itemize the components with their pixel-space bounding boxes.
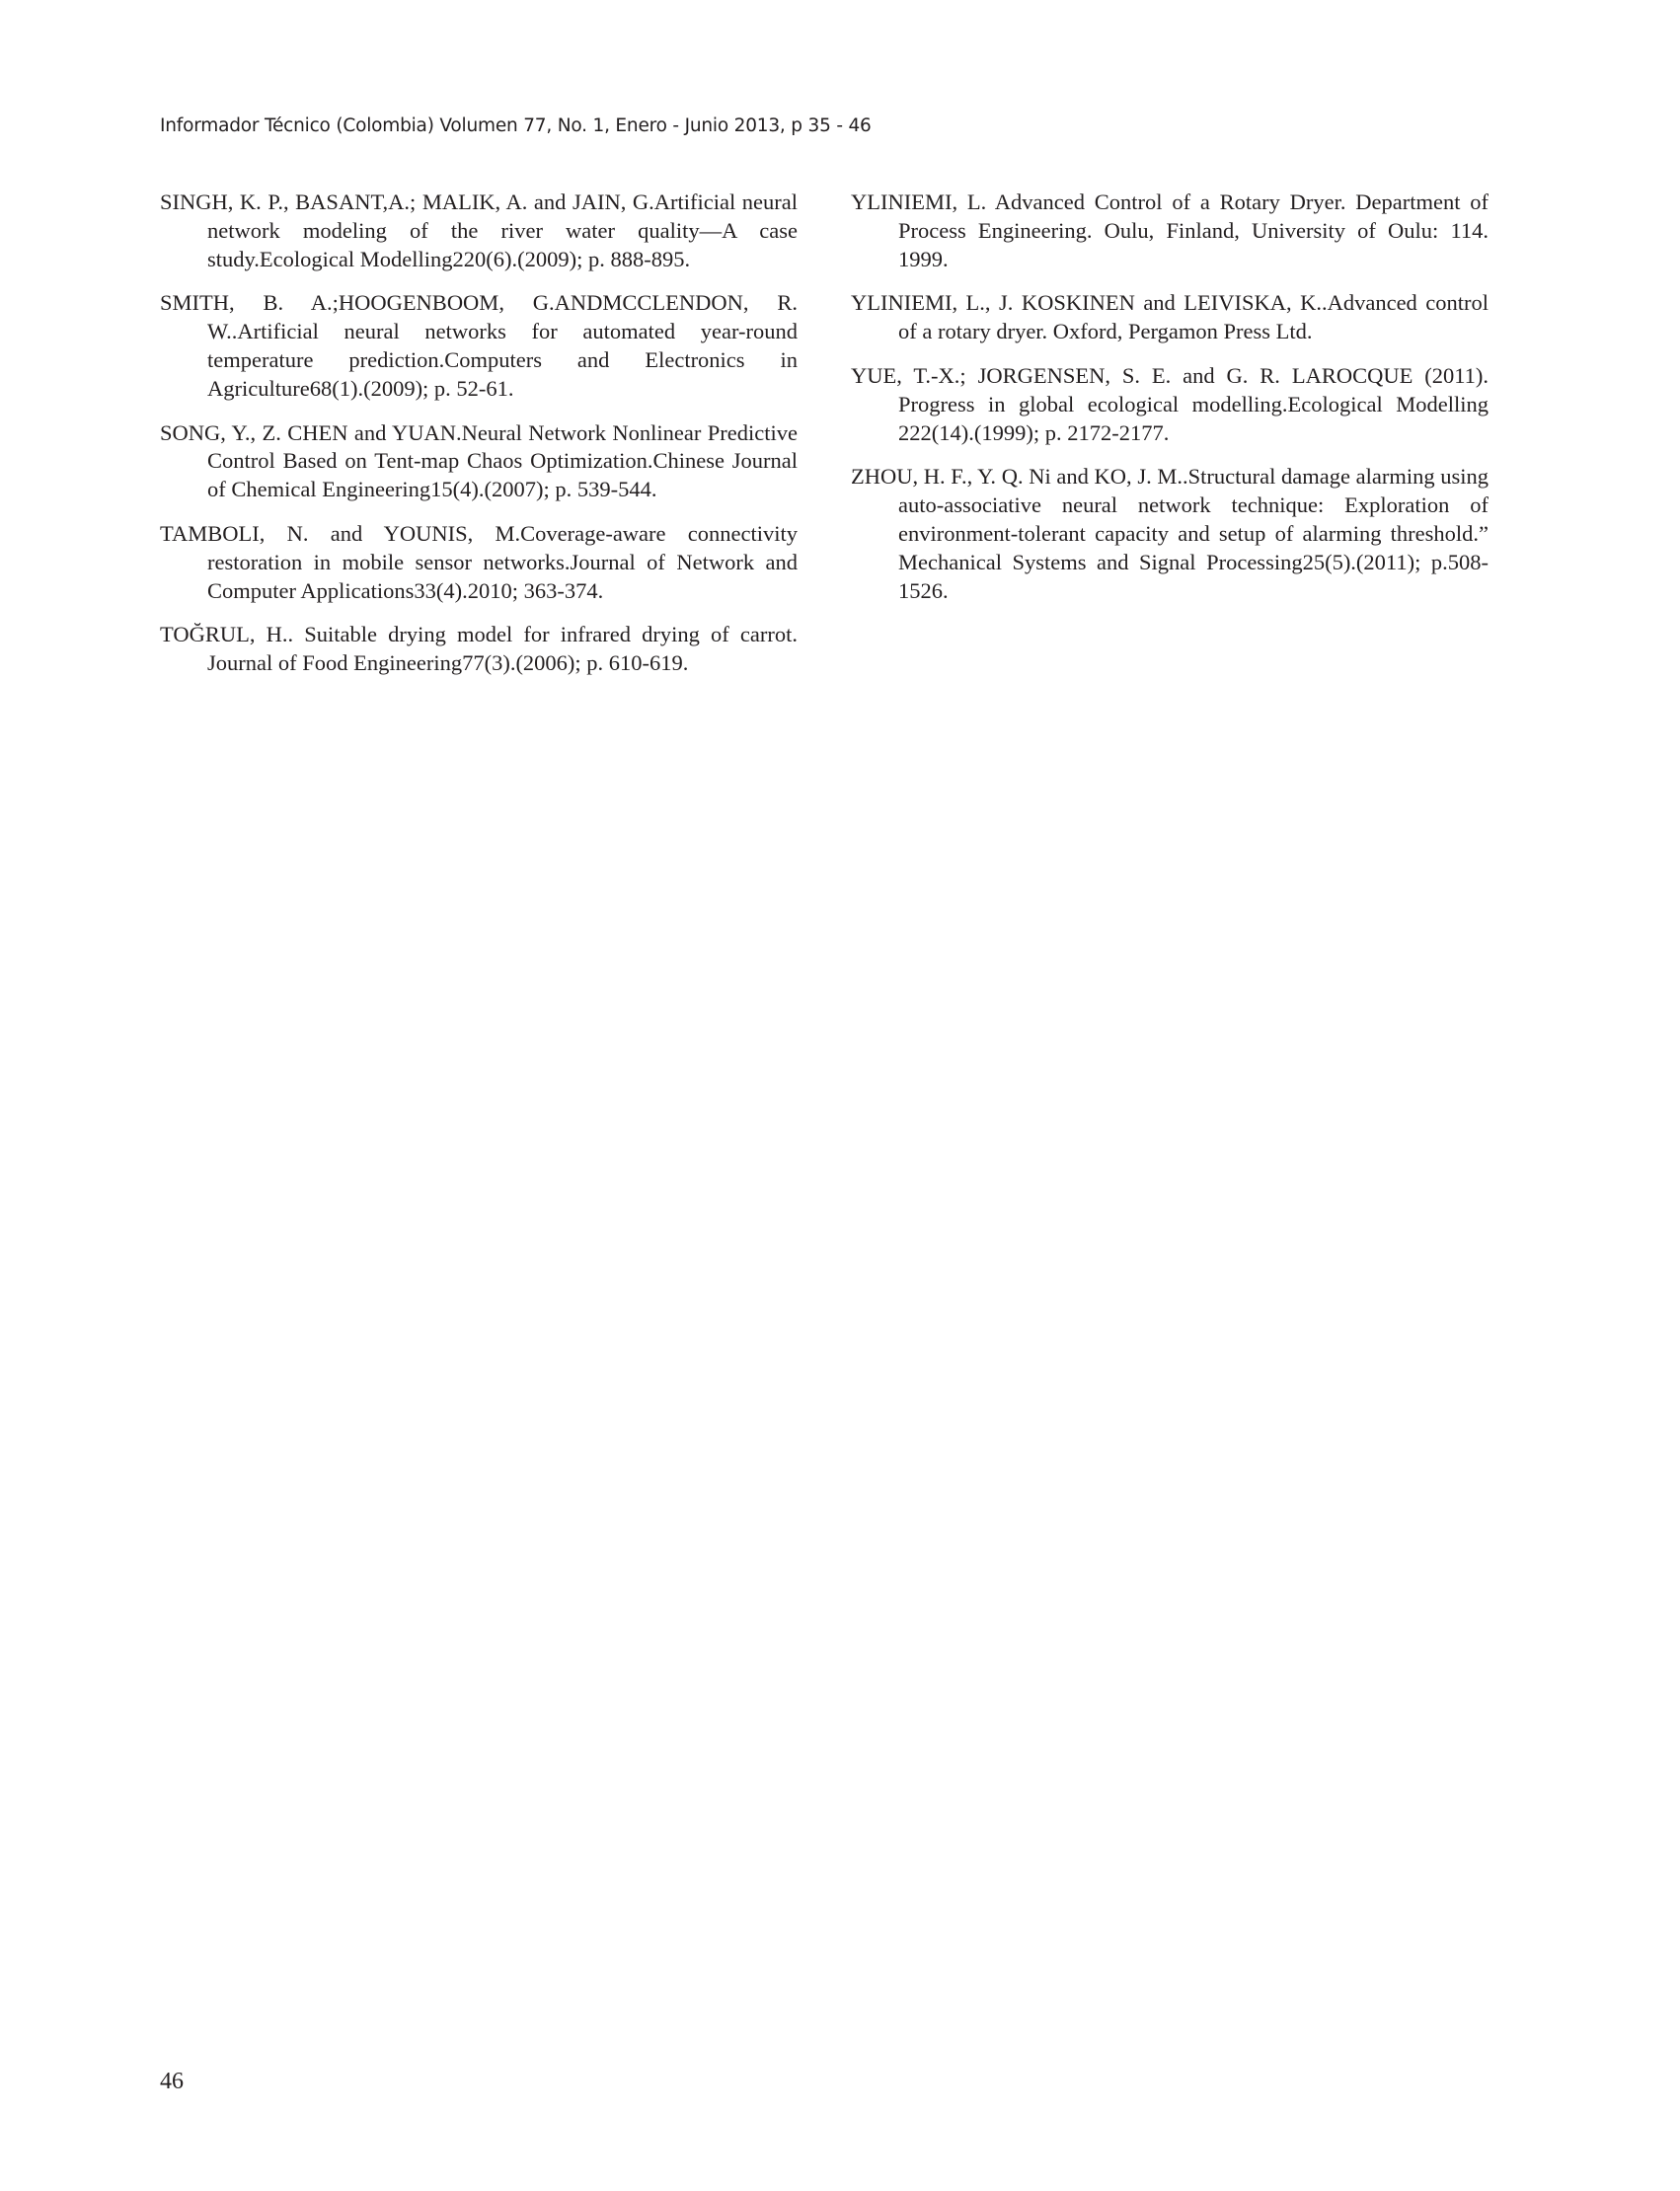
- page-number: 46: [160, 2069, 184, 2094]
- references-column-left: [160, 189, 798, 694]
- running-header: Informador Técnico (Colombia) Volumen 77, No. 1, Enero - Junio 2013, p 35 - 46: [160, 115, 872, 136]
- reference-entry: SONG, Y., Z. CHEN and YUAN.Neural Network Nonlinear Predictive Control Based on Tent-map Chaos Optimization.Chinese Journal of Chemical Engineering15(4).(2007); p. 539-544.: [160, 419, 798, 502]
- reference-entry: YUE, T.-X.; JORGENSEN, S. E. and G. R. LAROCQUE (2011). Progress in global ecological modelling.Ecological Modelling 222(14).(1999); p. 2172-2177.: [851, 362, 1489, 445]
- reference-entry: TOĞRUL, H.. Suitable drying model for infrared drying of carrot. Journal of Food Engineering77(3).(2006); p. 610-619.: [160, 622, 798, 676]
- reference-entry: ZHOU, H. F., Y. Q. Ni and KO, J. M..Structural damage alarming using auto-associative neural network technique: Exploration of environment-tolerant capacity and setup of alarming threshold.” Mechanical Systems and Signal Processing25(5).(2011); p.508-1526.: [851, 464, 1489, 603]
- reference-entry: TAMBOLI, N. and YOUNIS, M.Coverage-aware connectivity restoration in mobile sensor networks.Journal of Network and Computer Applications33(4).2010; 363-374.: [160, 520, 798, 603]
- reference-entry: YLINIEMI, L., J. KOSKINEN and LEIVISKA, K..Advanced control of a rotary dryer. Oxford, Pergamon Press Ltd.: [851, 290, 1489, 344]
- references-column-right: [851, 189, 1489, 621]
- reference-entry: SINGH, K. P., BASANT,A.; MALIK, A. and JAIN, G.Artificial neural network modeling of the river water quality—A case study.Ecological Modelling220(6).(2009); p. 888-895.: [160, 189, 798, 271]
- reference-entry: YLINIEMI, L. Advanced Control of a Rotary Dryer. Department of Process Engineering. Oulu, Finland, University of Oulu: 114. 1999.: [851, 189, 1489, 271]
- reference-entry: SMITH, B. A.;HOOGENBOOM, G.ANDMCCLENDON, R. W..Artificial neural networks for automated year-round temperature prediction.Computers and Electronics in Agriculture68(1).(2009); p. 52-61.: [160, 290, 798, 401]
